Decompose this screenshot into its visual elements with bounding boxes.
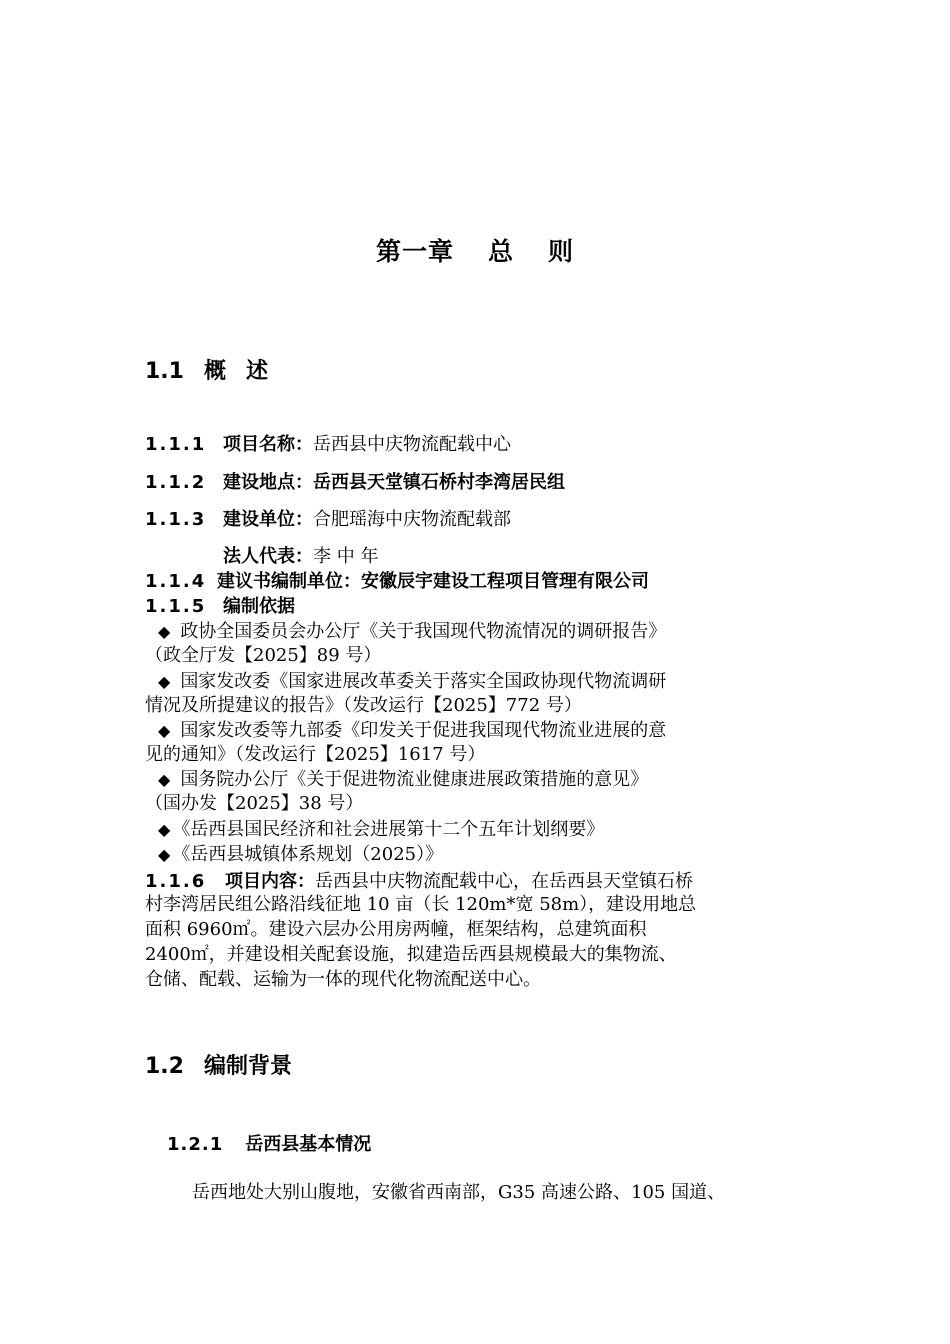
basis-3-line-2: 见的通知》（发改运行【2025】1617 号） <box>145 744 486 765</box>
diamond-bullet-icon: ◆ <box>158 622 171 641</box>
item-legal-rep <box>223 545 378 569</box>
section-title: 编制背景 <box>203 1054 292 1079</box>
diamond-bullet-icon: ◆ <box>158 721 171 740</box>
subsection-number: 1.2.1 <box>167 1134 224 1155</box>
basis-4-line-2: （国办发【2025】38 号） <box>145 793 364 814</box>
subsection-1-2-1-heading <box>167 1130 371 1156</box>
item-label: 建设单位： <box>223 509 313 530</box>
basis-1-line-1 <box>158 620 666 644</box>
content-line-2: 村李湾居民组公路沿线征地 10 亩（长 120m*宽 58m），建设用地总 <box>145 894 697 915</box>
chapter-title-char-1: 总 <box>487 237 514 266</box>
item-value: 岳西县天堂镇石桥村李湾居民组 <box>313 472 565 493</box>
item-value: 岳西县中庆物流配载中心，在岳西县天堂镇石桥 <box>315 871 693 892</box>
basis-4-line-1 <box>158 768 648 792</box>
basis-text: 政协全国委员会办公厅《关于我国现代物流情况的调研报告》 <box>180 621 667 642</box>
item-label: 项目名称： <box>223 434 313 455</box>
item-builder <box>145 508 511 532</box>
item-number: 1.1.3 <box>145 509 207 530</box>
section-number: 1.1 <box>145 359 184 384</box>
basis-2-line-2: 情况及所提建议的报告》（发改运行【2025】772 号） <box>145 695 582 716</box>
item-number: 1.1.2 <box>145 472 207 493</box>
content-line-3: 面积 6960㎡。建设六层办公用房两幢，框架结构，总建筑面积 <box>145 919 647 940</box>
item-number: 1.1.5 <box>145 596 207 617</box>
diamond-bullet-icon: ◆ <box>158 845 171 864</box>
basis-text: 国务院办公厅《关于促进物流业健康进展政策措施的意见》 <box>180 769 649 790</box>
basis-2-line-1 <box>158 670 666 694</box>
diamond-bullet-icon: ◆ <box>158 770 171 789</box>
chapter-number: 第一章 <box>375 237 454 266</box>
item-value: 合肥瑶海中庆物流配载部 <box>313 509 511 530</box>
item-number: 1.1.6 <box>145 871 207 892</box>
section-1-1-heading <box>145 354 268 385</box>
item-number: 1.1.1 <box>145 434 207 455</box>
content-line-4: 2400㎡，并建设相关配套设施，拟建造岳西县规模最大的集物流、 <box>145 944 677 965</box>
item-value: 李 中 年 <box>313 546 379 567</box>
item-basis-heading <box>145 595 295 619</box>
basis-text: 国家发改委等九部委《印发关于促进我国现代物流业进展的意 <box>180 720 667 741</box>
content-line-5: 仓储、配载、运输为一体的现代化物流配送中心。 <box>145 969 541 990</box>
section-title-char-2: 述 <box>246 359 269 384</box>
item-location <box>145 471 565 495</box>
paragraph-yuexi-basic: 岳西地处大别山腹地，安徽省西南部，G35 高速公路、105 国道、 <box>192 1182 726 1203</box>
section-number: 1.2 <box>145 1054 184 1079</box>
basis-text: 《岳西县城镇体系规划（2025）》 <box>172 844 444 865</box>
basis-5 <box>158 818 604 842</box>
basis-3-line-1 <box>158 719 666 743</box>
item-label: 建设地点： <box>223 472 313 493</box>
item-number: 1.1.4 <box>145 571 207 592</box>
item-label: 法人代表： <box>223 546 313 567</box>
section-title-char-1: 概 <box>203 359 226 384</box>
chapter-title-char-2: 则 <box>548 237 575 266</box>
item-value: 岳西县中庆物流配载中心 <box>313 434 511 455</box>
item-label: 建议书编制单位： <box>217 571 361 592</box>
item-label: 项目内容： <box>225 871 315 892</box>
subsection-title: 岳西县基本情况 <box>245 1134 372 1155</box>
basis-6 <box>158 843 443 867</box>
item-project-name <box>145 433 511 457</box>
chapter-title <box>0 232 950 268</box>
basis-text: 国家发改委《国家进展改革委关于落实全国政协现代物流调研 <box>180 671 667 692</box>
basis-1-line-2: （政全厅发【2025】89 号） <box>145 645 382 666</box>
diamond-bullet-icon: ◆ <box>158 672 171 691</box>
item-label: 编制依据 <box>223 596 295 617</box>
diamond-bullet-icon: ◆ <box>158 820 171 839</box>
item-compiler <box>145 570 649 594</box>
basis-text: 《岳西县国民经济和社会进展第十二个五年计划纲要》 <box>172 819 605 840</box>
section-1-2-heading <box>145 1049 292 1080</box>
item-value: 安徽辰宇建设工程项目管理有限公司 <box>361 571 649 592</box>
item-content-line-1 <box>145 869 693 894</box>
